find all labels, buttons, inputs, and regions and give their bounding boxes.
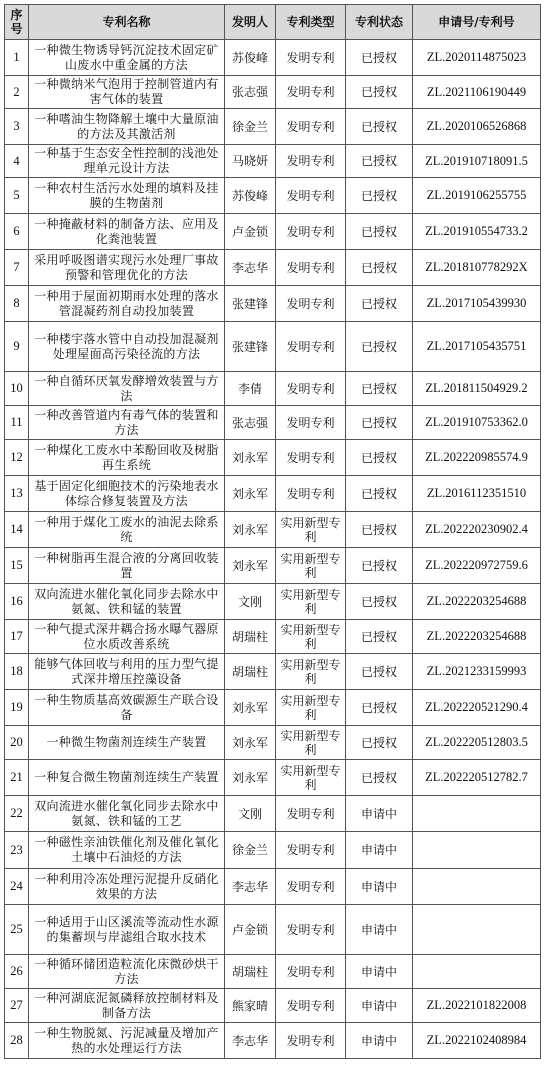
cell-type: 发明专利 xyxy=(276,178,346,214)
table-row xyxy=(5,214,541,250)
cell-status: 已授权 xyxy=(346,548,413,584)
cell-name: 一种磁性亲油铁催化剂及催化氧化土壤中石油烃的方法 xyxy=(29,832,225,869)
cell-type: 实用新型专利 xyxy=(276,726,346,760)
cell-status: 已授权 xyxy=(346,440,413,476)
cell-index: 7 xyxy=(5,250,29,286)
cell-number: ZL.2020114875023 xyxy=(413,40,541,76)
table-row xyxy=(5,989,541,1023)
cell-inventor: 胡瑞柱 xyxy=(225,654,276,690)
cell-type: 发明专利 xyxy=(276,905,346,955)
cell-number: ZL.2022203254688 xyxy=(413,584,541,620)
cell-number xyxy=(413,796,541,832)
cell-number: ZL.202220512803.5 xyxy=(413,726,541,760)
table-row xyxy=(5,796,541,832)
cell-status: 已授权 xyxy=(346,214,413,250)
cell-number: ZL.2019106255755 xyxy=(413,178,541,214)
cell-number: ZL.2020106526868 xyxy=(413,109,541,145)
cell-name: 一种微纳米气泡用于控制管道内有害气体的装置 xyxy=(29,76,225,109)
table-row xyxy=(5,440,541,476)
cell-type: 实用新型专利 xyxy=(276,760,346,796)
cell-inventor: 李倩 xyxy=(225,372,276,406)
table-row xyxy=(5,760,541,796)
header-type: 专利类型 xyxy=(276,5,346,40)
cell-number: ZL.201910753362.0 xyxy=(413,406,541,440)
cell-index: 19 xyxy=(5,690,29,726)
cell-status: 已授权 xyxy=(346,145,413,178)
cell-index: 27 xyxy=(5,989,29,1023)
cell-inventor: 刘永军 xyxy=(225,726,276,760)
cell-type: 发明专利 xyxy=(276,250,346,286)
cell-name: 一种煤化工废水中苯酚回收及树脂再生系统 xyxy=(29,440,225,476)
cell-index: 18 xyxy=(5,654,29,690)
table-row xyxy=(5,869,541,905)
cell-name: 能够气体回收与利用的压力型气提式深井增压控藻设备 xyxy=(29,654,225,690)
cell-number: ZL.2021106190449 xyxy=(413,76,541,109)
cell-number: ZL.202220985574.9 xyxy=(413,440,541,476)
table-row xyxy=(5,250,541,286)
cell-index: 8 xyxy=(5,286,29,322)
cell-index: 24 xyxy=(5,869,29,905)
cell-number: ZL.201811504929.2 xyxy=(413,372,541,406)
cell-status: 已授权 xyxy=(346,726,413,760)
cell-name: 一种利用冷冻处理污泥提升反硝化效果的方法 xyxy=(29,869,225,905)
cell-index: 9 xyxy=(5,322,29,372)
cell-type: 实用新型专利 xyxy=(276,584,346,620)
cell-index: 22 xyxy=(5,796,29,832)
cell-index: 28 xyxy=(5,1023,29,1059)
cell-type: 发明专利 xyxy=(276,406,346,440)
cell-status: 已授权 xyxy=(346,620,413,654)
table-row xyxy=(5,476,541,512)
cell-name: 双向流进水催化氧化同步去除水中氨氮、铁和锰的工艺 xyxy=(29,796,225,832)
cell-number: ZL.202220230902.4 xyxy=(413,512,541,548)
cell-type: 实用新型专利 xyxy=(276,654,346,690)
cell-status: 已授权 xyxy=(346,584,413,620)
table-row xyxy=(5,286,541,322)
cell-name: 一种基于生态安全性控制的浅池处理单元设计方法 xyxy=(29,145,225,178)
cell-type: 发明专利 xyxy=(276,989,346,1023)
cell-type: 实用新型专利 xyxy=(276,548,346,584)
cell-inventor: 马晓妍 xyxy=(225,145,276,178)
table-row xyxy=(5,726,541,760)
header-name: 专利名称 xyxy=(29,5,225,40)
cell-type: 发明专利 xyxy=(276,322,346,372)
cell-index: 15 xyxy=(5,548,29,584)
table-row xyxy=(5,372,541,406)
cell-index: 11 xyxy=(5,406,29,440)
cell-inventor: 刘永军 xyxy=(225,548,276,584)
table-row xyxy=(5,654,541,690)
cell-type: 实用新型专利 xyxy=(276,690,346,726)
cell-inventor: 苏俊峰 xyxy=(225,40,276,76)
cell-inventor: 文刚 xyxy=(225,584,276,620)
cell-inventor: 张建锋 xyxy=(225,322,276,372)
cell-status: 已授权 xyxy=(346,372,413,406)
cell-number: ZL.2021233159993 xyxy=(413,654,541,690)
cell-status: 已授权 xyxy=(346,322,413,372)
cell-status: 已授权 xyxy=(346,512,413,548)
cell-type: 发明专利 xyxy=(276,955,346,989)
cell-status: 申请中 xyxy=(346,869,413,905)
cell-type: 发明专利 xyxy=(276,40,346,76)
cell-index: 12 xyxy=(5,440,29,476)
cell-name: 一种楼宇落水管中自动投加混凝剂处理屋面高污染径流的方法 xyxy=(29,322,225,372)
cell-index: 13 xyxy=(5,476,29,512)
table-header-row xyxy=(5,5,541,40)
cell-name: 双向流进水催化氧化同步去除水中氨氮、铁和锰的装置 xyxy=(29,584,225,620)
table-row xyxy=(5,40,541,76)
cell-name: 一种树脂再生混合液的分离回收装置 xyxy=(29,548,225,584)
table-row xyxy=(5,178,541,214)
cell-index: 4 xyxy=(5,145,29,178)
cell-index: 10 xyxy=(5,372,29,406)
cell-name: 一种生物质基高效碳源生产联合设备 xyxy=(29,690,225,726)
cell-number: ZL.202220512782.7 xyxy=(413,760,541,796)
cell-name: 一种用于煤化工废水的油泥去除系统 xyxy=(29,512,225,548)
table-body xyxy=(5,40,541,1059)
cell-index: 25 xyxy=(5,905,29,955)
cell-inventor: 张志强 xyxy=(225,76,276,109)
header-index: 序号 xyxy=(5,5,29,40)
cell-index: 6 xyxy=(5,214,29,250)
cell-status: 申请中 xyxy=(346,905,413,955)
cell-inventor: 李志华 xyxy=(225,250,276,286)
cell-inventor: 张建锋 xyxy=(225,286,276,322)
cell-inventor: 卢金锁 xyxy=(225,214,276,250)
table-row xyxy=(5,512,541,548)
table-row xyxy=(5,76,541,109)
table-row xyxy=(5,905,541,955)
cell-status: 申请中 xyxy=(346,1023,413,1059)
cell-status: 已授权 xyxy=(346,178,413,214)
cell-name: 一种微生物菌剂连续生产装置 xyxy=(29,726,225,760)
cell-number xyxy=(413,905,541,955)
cell-status: 已授权 xyxy=(346,40,413,76)
table-row xyxy=(5,620,541,654)
cell-number xyxy=(413,832,541,869)
cell-status: 申请中 xyxy=(346,832,413,869)
cell-type: 发明专利 xyxy=(276,832,346,869)
cell-index: 20 xyxy=(5,726,29,760)
cell-number: ZL.2022102408984 xyxy=(413,1023,541,1059)
cell-name: 一种复合微生物菌剂连续生产装置 xyxy=(29,760,225,796)
table-row xyxy=(5,1023,541,1059)
cell-number xyxy=(413,955,541,989)
cell-status: 已授权 xyxy=(346,476,413,512)
cell-name: 一种农村生活污水处理的填料及挂膜的生物菌剂 xyxy=(29,178,225,214)
cell-inventor: 刘永军 xyxy=(225,512,276,548)
cell-inventor: 刘永军 xyxy=(225,690,276,726)
cell-index: 23 xyxy=(5,832,29,869)
cell-name: 一种适用于山区溪流等流动性水源的集蓄坝与岸滤组合取水技术 xyxy=(29,905,225,955)
cell-number: ZL.2017105439930 xyxy=(413,286,541,322)
cell-status: 已授权 xyxy=(346,286,413,322)
cell-number: ZL.202220521290.4 xyxy=(413,690,541,726)
cell-name: 一种用于屋面初期雨水处理的落水管混凝药剂自动投加装置 xyxy=(29,286,225,322)
cell-type: 发明专利 xyxy=(276,214,346,250)
cell-type: 发明专利 xyxy=(276,440,346,476)
cell-number xyxy=(413,869,541,905)
cell-name: 一种掩蔽材料的制备方法、应用及化粪池装置 xyxy=(29,214,225,250)
cell-inventor: 苏俊峰 xyxy=(225,178,276,214)
header-number: 申请号/专利号 xyxy=(413,5,541,40)
cell-status: 申请中 xyxy=(346,796,413,832)
cell-type: 发明专利 xyxy=(276,286,346,322)
cell-inventor: 李志华 xyxy=(225,869,276,905)
cell-inventor: 文刚 xyxy=(225,796,276,832)
cell-number: ZL.201810778292X xyxy=(413,250,541,286)
cell-index: 1 xyxy=(5,40,29,76)
cell-type: 发明专利 xyxy=(276,1023,346,1059)
header-inventor: 发明人 xyxy=(225,5,276,40)
cell-status: 已授权 xyxy=(346,654,413,690)
header-status: 专利状态 xyxy=(346,5,413,40)
table-row xyxy=(5,955,541,989)
cell-type: 发明专利 xyxy=(276,476,346,512)
cell-inventor: 徐金兰 xyxy=(225,109,276,145)
cell-index: 3 xyxy=(5,109,29,145)
cell-name: 一种河湖底泥氮磷释放控制材料及制备方法 xyxy=(29,989,225,1023)
cell-name: 一种自循环厌氧发酵增效装置与方法 xyxy=(29,372,225,406)
table-row xyxy=(5,548,541,584)
cell-type: 发明专利 xyxy=(276,372,346,406)
cell-status: 已授权 xyxy=(346,406,413,440)
table-row xyxy=(5,690,541,726)
cell-name: 一种微生物诱导钙沉淀技术固定矿山废水中重金属的方法 xyxy=(29,40,225,76)
cell-number: ZL.2016112351510 xyxy=(413,476,541,512)
cell-inventor: 李志华 xyxy=(225,1023,276,1059)
cell-number: ZL.2017105435751 xyxy=(413,322,541,372)
cell-type: 发明专利 xyxy=(276,145,346,178)
cell-name: 一种气提式深井耦合扬水曝气器原位水质改善系统 xyxy=(29,620,225,654)
cell-number: ZL.201910554733.2 xyxy=(413,214,541,250)
cell-name: 采用呼吸图谱实现污水处理厂事故预警和管理优化的方法 xyxy=(29,250,225,286)
cell-status: 已授权 xyxy=(346,250,413,286)
cell-status: 申请中 xyxy=(346,989,413,1023)
cell-name: 基于固定化细胞技术的污染地表水体综合修复装置及方法 xyxy=(29,476,225,512)
table-row xyxy=(5,832,541,869)
table-row xyxy=(5,584,541,620)
cell-name: 一种改善管道内有毒气体的装置和方法 xyxy=(29,406,225,440)
cell-type: 发明专利 xyxy=(276,869,346,905)
cell-index: 17 xyxy=(5,620,29,654)
cell-type: 实用新型专利 xyxy=(276,620,346,654)
cell-index: 2 xyxy=(5,76,29,109)
cell-inventor: 刘永军 xyxy=(225,476,276,512)
cell-type: 发明专利 xyxy=(276,76,346,109)
cell-inventor: 胡瑞柱 xyxy=(225,620,276,654)
cell-number: ZL.201910718091.5 xyxy=(413,145,541,178)
cell-inventor: 熊家晴 xyxy=(225,989,276,1023)
cell-status: 申请中 xyxy=(346,955,413,989)
cell-type: 发明专利 xyxy=(276,109,346,145)
cell-index: 14 xyxy=(5,512,29,548)
cell-number: ZL.2022203254688 xyxy=(413,620,541,654)
cell-inventor: 刘永军 xyxy=(225,440,276,476)
cell-index: 5 xyxy=(5,178,29,214)
table-row xyxy=(5,322,541,372)
table-row xyxy=(5,145,541,178)
cell-number: ZL.202220972759.6 xyxy=(413,548,541,584)
cell-status: 已授权 xyxy=(346,760,413,796)
cell-status: 已授权 xyxy=(346,76,413,109)
cell-type: 发明专利 xyxy=(276,796,346,832)
cell-inventor: 张志强 xyxy=(225,406,276,440)
cell-index: 16 xyxy=(5,584,29,620)
cell-inventor: 徐金兰 xyxy=(225,832,276,869)
cell-name: 一种嗜油生物降解土壤中大量原油的方法及其激活剂 xyxy=(29,109,225,145)
table-row xyxy=(5,406,541,440)
cell-status: 已授权 xyxy=(346,690,413,726)
cell-number: ZL.2022101822008 xyxy=(413,989,541,1023)
cell-name: 一种生物脱氮、污泥减量及增加产热的水处理运行方法 xyxy=(29,1023,225,1059)
cell-index: 21 xyxy=(5,760,29,796)
table-row xyxy=(5,109,541,145)
cell-index: 26 xyxy=(5,955,29,989)
cell-type: 实用新型专利 xyxy=(276,512,346,548)
cell-inventor: 卢金锁 xyxy=(225,905,276,955)
patent-table xyxy=(4,4,541,1059)
cell-inventor: 刘永军 xyxy=(225,760,276,796)
cell-status: 已授权 xyxy=(346,109,413,145)
cell-name: 一种循环储团造粒流化床微砂烘干方法 xyxy=(29,955,225,989)
cell-inventor: 胡瑞柱 xyxy=(225,955,276,989)
